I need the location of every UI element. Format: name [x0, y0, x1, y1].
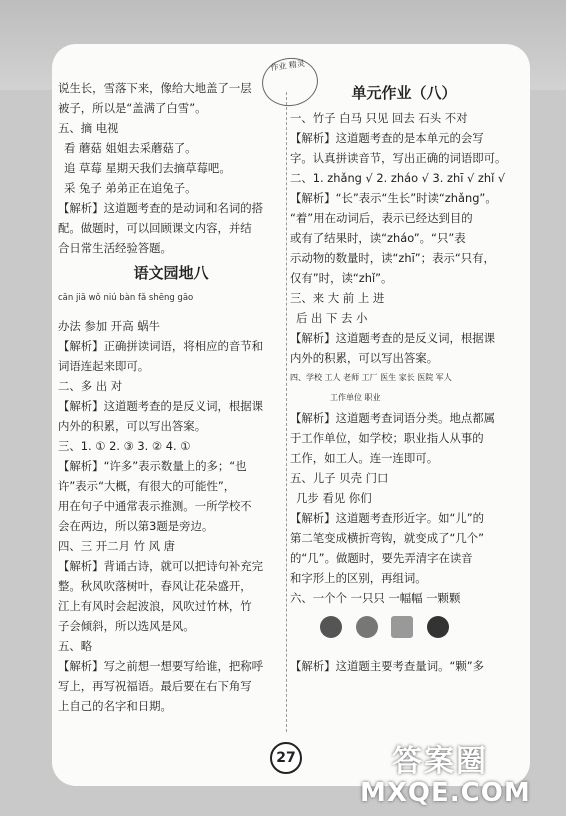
text-line: 和字形上的区别，再组词。: [290, 571, 427, 585]
bird-picture: [356, 616, 378, 638]
text-line: 三、1. ① 2. ③ 3. ② 4. ①: [58, 439, 191, 453]
text-line: 四、三 开二月 竹 风 唐: [58, 539, 175, 553]
text-line: 被子，所以是“盖满了白雪”。: [58, 101, 207, 115]
text-line: 一、竹子 白马 只见 回去 石头 不对: [290, 111, 468, 125]
watermark-site: MXQE.COM: [360, 778, 531, 808]
text-line: 【解析】“长”表示“生长”时读“zhǎng”。: [290, 191, 497, 205]
text-line: 四、学校 工人 老师 工厂 医生 家长 医院 军人: [290, 373, 452, 382]
text-line: 的“几”。做题时，要先弄清字在读音: [290, 551, 473, 565]
text-line: 二、1. zhǎng √ 2. zháo √ 3. zhī √ zhǐ √: [290, 171, 506, 185]
text-line: 于工作单位，如学校；职业指人从事的: [290, 431, 484, 445]
text-line: 【解析】这道题考查的是本单元的会写: [290, 131, 484, 145]
section-title: 语文园地八: [133, 264, 209, 282]
text-line: 写上，再写祝福语。最后要在右下角写: [58, 679, 252, 693]
text-line: 【解析】“许多”表示数量上的多；“也: [58, 459, 247, 473]
text-line: 看 蘑菇 姐姐去采蘑菇了。: [64, 141, 197, 155]
text-line: 内外的积累，可以写出答案。: [58, 419, 207, 433]
text-line: 五、略: [58, 639, 93, 653]
text-line: 整。秋风吹落树叶，春风让花朵盛开，: [58, 579, 252, 593]
text-line: 工作单位 职业: [330, 393, 381, 402]
text-line: 【解析】这道题考查形近字。如“儿”的: [290, 511, 485, 525]
text-line: 【解析】这道题考查词语分类。地点都属: [290, 411, 496, 425]
text-line: 说生长，雪落下来，像给大地盖了一层: [58, 81, 252, 95]
text-line: 【解析】这道题考查的是动词和名词的搭: [58, 201, 264, 215]
text-line: 或有了结果时，读“zháo”。“只”表: [290, 231, 466, 245]
unit-title: 单元作业（八）: [351, 84, 457, 102]
fish-picture: [320, 616, 342, 638]
text-line: 三、来 大 前 上 进: [290, 291, 385, 305]
column-separator: [286, 92, 287, 732]
text-line: 【解析】写之前想一想要写给谁，把称呼: [58, 659, 264, 673]
scroll-picture: [391, 616, 413, 638]
text-line: 【解析】这道题主要考查量词。“颗”多: [290, 659, 485, 673]
page-number: 27: [270, 742, 302, 774]
text-line: 配。做题时，可以回顾课文内容，并结: [58, 221, 252, 235]
text-line: 内外的积累，可以写出答案。: [290, 351, 439, 365]
apple-picture: [427, 616, 449, 638]
stamp-logo: 作业 精灵: [259, 54, 321, 109]
text-line: 江上有风时会起波浪，风吹过竹林，竹: [58, 599, 252, 613]
text-line: 合日常生活经验答题。: [58, 241, 172, 255]
text-line: 仅有”时，读“zhǐ”。: [290, 271, 393, 285]
pinyin-line: cān jiā wǒ niú bàn fǎ shēng gāo: [58, 293, 194, 303]
text-line: “着”用在动词后，表示已经达到目的: [290, 211, 473, 225]
text-line: 六、一个个 一只只 一幅幅 一颗颗: [290, 591, 461, 605]
text-line: 【解析】这道题考查的是反义词，根据课: [290, 331, 496, 345]
text-line: 追 草莓 星期天我们去摘草莓吧。: [64, 161, 231, 175]
text-line: 【解析】这道题考查的是反义词，根据课: [58, 399, 264, 413]
text-line: 【解析】正确拼读词语，将相应的音节和: [58, 339, 264, 353]
text-line: 子会倾斜，所以选风是风。: [58, 619, 195, 633]
picture-row: [290, 608, 518, 656]
watermark-logo: 答案圈: [392, 744, 488, 779]
text-line: 五、摘 电视: [58, 121, 119, 135]
text-line: 第二笔变成横折弯钩，就变成了“几个”: [290, 531, 485, 545]
text-line: 二、多 出 对: [58, 379, 123, 393]
text-line: 工作，如工人。连一连即可。: [290, 451, 439, 465]
words-line: 办法 参加 开高 蜗牛: [58, 319, 160, 333]
text-line: 上自己的名字和日期。: [58, 699, 172, 713]
text-line: 示动物的数量时，读“zhī”；表示“只有，: [290, 251, 495, 265]
text-line: 【解析】背诵古诗，就可以把诗句补充完: [58, 559, 264, 573]
text-line: 许”表示“大概，有很大的可能性”，: [58, 479, 236, 493]
text-line: 用在句子中通常表示推测。一所学校不: [58, 499, 252, 513]
left-column: [58, 78, 284, 716]
text-line: 五、儿子 贝壳 门口: [290, 471, 389, 485]
text-line: 会在两边，所以第3题是旁边。: [58, 519, 214, 533]
text-line: 字。认真拼读音节，写出正确的词语即可。: [290, 151, 507, 165]
right-column: [290, 78, 518, 676]
text-line: 几步 看见 你们: [296, 491, 372, 505]
text-line: 后 出 下 去 小: [296, 311, 368, 325]
text-line: 词语连起来即可。: [58, 359, 150, 373]
text-line: 采 兔子 弟弟正在追兔子。: [64, 181, 197, 195]
